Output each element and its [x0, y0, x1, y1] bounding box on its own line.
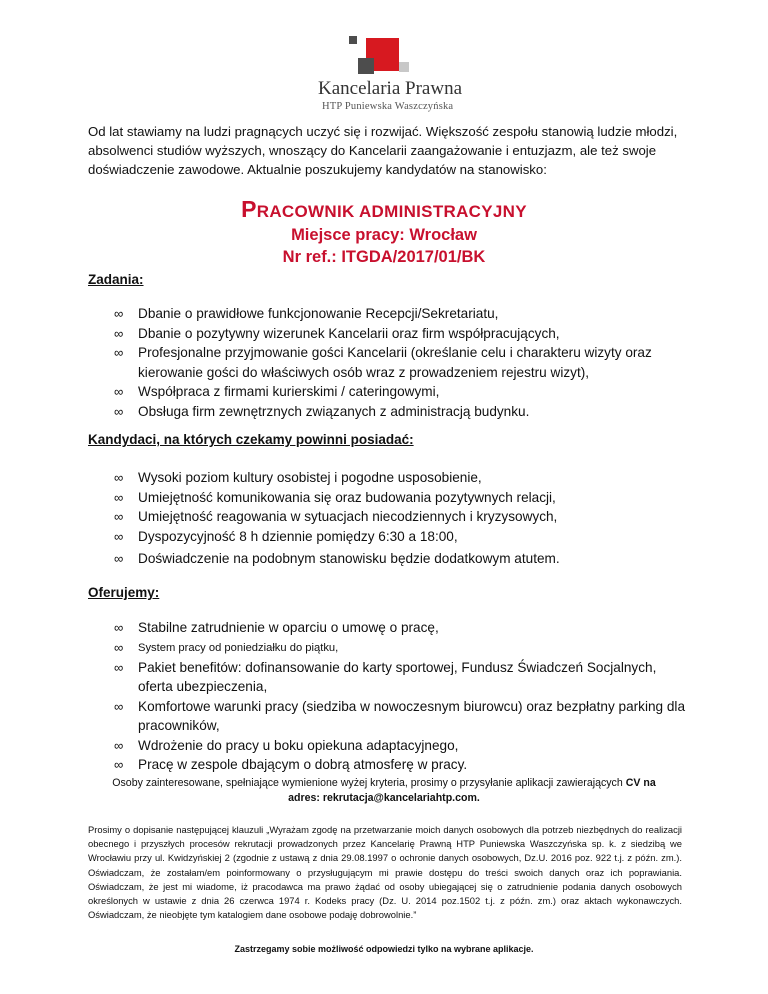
list-item: ∞ Współpraca z firmami kurierskimi / cateringowymi,: [88, 382, 688, 402]
bullet-icon: ∞: [114, 528, 124, 544]
bullet-icon: ∞: [114, 620, 124, 635]
job-title: [0, 196, 768, 223]
bullet-icon: ∞: [114, 384, 124, 399]
logo-title: Kancelaria Prawna: [318, 78, 463, 99]
bullet-icon: ∞: [114, 639, 124, 655]
contact-text: Osoby zainteresowane, spełniające wymienione wyżej kryteria, prosimy o przysyłanie aplikacji zawierających: [112, 777, 626, 789]
footer-note: Zastrzegamy sobie możliwość odpowiedzi tylko na wybrane aplikacje.: [234, 944, 534, 954]
bullet-icon: ∞: [114, 470, 124, 485]
logo-square-light: [399, 62, 409, 72]
bullet-icon: ∞: [114, 551, 124, 566]
list-item: ∞ Dbanie o pozytywny wizerunek Kancelarii oraz firm współpracujących,: [88, 324, 688, 344]
job-location: Miejsce pracy: Wrocław: [291, 226, 477, 244]
list-item: ∞ Dyspozycyjność 8 h dziennie pomiędzy 6:30 a 18:00,: [88, 527, 688, 547]
list-item: ∞ Pracę w zespole dbającym o dobrą atmosferę w pracy.: [88, 755, 688, 775]
list-item: ∞ Pakiet benefitów: dofinansowanie do karty sportowej, Fundusz Świadczeń Socjalnych, oferta ubezpieczenia,: [114, 659, 657, 694]
list-item: ∞ Umiejętność reagowania w sytuacjach niecodziennych i kryzysowych,: [88, 507, 688, 527]
logo-square-dark: [358, 58, 374, 74]
intro-paragraph: Od lat stawiamy na ludzi pragnących uczyć się i rozwijać. Większość zespołu stanowią ludzie młodzi, absolwenci studiów wyższych, wnoszący do Kancelarii zaangażowanie i entuzjazm, ale też swoje doświadczenie zawodowe. Aktualnie poszukujemy kandydatów na stanowisko:: [88, 124, 678, 177]
logo-square-small: [349, 36, 357, 44]
logo-subtitle: HTP Puniewska Waszczyńska: [322, 101, 454, 112]
bullet-icon: ∞: [114, 659, 124, 675]
list-item: ∞ Profesjonalne przyjmowanie gości Kancelarii (określanie celu i charakteru wizyty oraz kierowanie gości do właściwych osób wraz z prowadzeniem rejestru wizyt),: [114, 345, 652, 380]
offer-list: [88, 618, 688, 775]
requirements-heading: Kandydaci, na których czekamy powinni posiadać:: [88, 432, 414, 447]
bullet-icon: ∞: [114, 325, 124, 341]
job-title-first-letter: P: [241, 196, 257, 222]
list-item: ∞ Komfortowe warunki pracy (siedziba w nowoczesnym biurowcu) oraz bezpłatny parking dla pracowników,: [114, 698, 686, 733]
job-title-rest: RACOWNIK ADMINISTRACYJNY: [256, 202, 527, 221]
tasks-heading: Zadania:: [88, 272, 144, 287]
bullet-icon: ∞: [114, 306, 124, 321]
contact-cv: CV na: [625, 777, 656, 789]
bullet-icon: ∞: [114, 489, 124, 505]
tasks-list: [88, 304, 688, 421]
list-item: ∞ Stabilne zatrudnienie w oparciu o umowę o pracę,: [88, 618, 688, 638]
bullet-icon: ∞: [114, 757, 124, 772]
consent-clause: Prosimy o dopisanie następującej klauzuli „Wyrażam zgodę na przetwarzanie moich danych osobowych dla potrzeb niezbędnych do realizacji obecnego i przyszłych procesów rekrutacji prowadzonych przez Kancelarię Prawną HTP Puniewska Waszczyńska sp. k. z siedzibą we Wrocławiu przy ul. Kwidzyńskiej 2 (zgodnie z ustawą z dnia 29.08.1997 o ochronie danych osobowych, Dz.U. 2016 poz. 922 t.j. z późn. zm.). Oświadczam, że zostałam/em poinformowany o przysługującym mi prawie dostępu do treści swoich danych oraz ich poprawiania. Oświadczam, że jest mi wiadome, iż pracodawca ma prawo żądać od osoby ubiegającej się o zatrudnienie podania danych osobowych określonych w ustawie z dnia 26 czerwca 1974 r. Kodeks pracy (Dz. U. 2014 poz.1502 t.j. z późn. zm.) oraz aktach wykonawczych. Oświadczam, że nieobjęte tym katalogiem dane osobowe podaję dobrowolnie.”: [88, 824, 682, 921]
job-reference: Nr ref.: ITGDA/2017/01/BK: [282, 248, 486, 266]
list-item: ∞ System pracy od poniedziałku do piątku,: [88, 638, 688, 658]
contact-note: [80, 776, 688, 806]
list-item: ∞ Dbanie o prawidłowe funkcjonowanie Recepcji/Sekretariatu,: [88, 304, 688, 324]
requirements-list: [88, 468, 688, 569]
bullet-icon: ∞: [114, 698, 124, 714]
list-item: ∞ Doświadczenie na podobnym stanowisku będzie dodatkowym atutem.: [88, 549, 688, 569]
bullet-icon: ∞: [114, 345, 124, 360]
contact-email[interactable]: adres: rekrutacja@kancelariahtp.com.: [288, 792, 480, 804]
bullet-icon: ∞: [114, 509, 124, 524]
bullet-icon: ∞: [114, 737, 124, 753]
list-item: ∞ Umiejętność komunikowania się oraz budowania pozytywnych relacji,: [88, 488, 688, 508]
list-item: ∞ Wysoki poziom kultury osobistej i pogodne usposobienie,: [88, 468, 688, 488]
list-item: ∞ Obsługa firm zewnętrznych związanych z administracją budynku.: [88, 402, 688, 422]
list-item: ∞ Wdrożenie do pracy u boku opiekuna adaptacyjnego,: [88, 736, 688, 756]
offer-heading: Oferujemy:: [88, 585, 160, 600]
bullet-icon: ∞: [114, 403, 124, 419]
